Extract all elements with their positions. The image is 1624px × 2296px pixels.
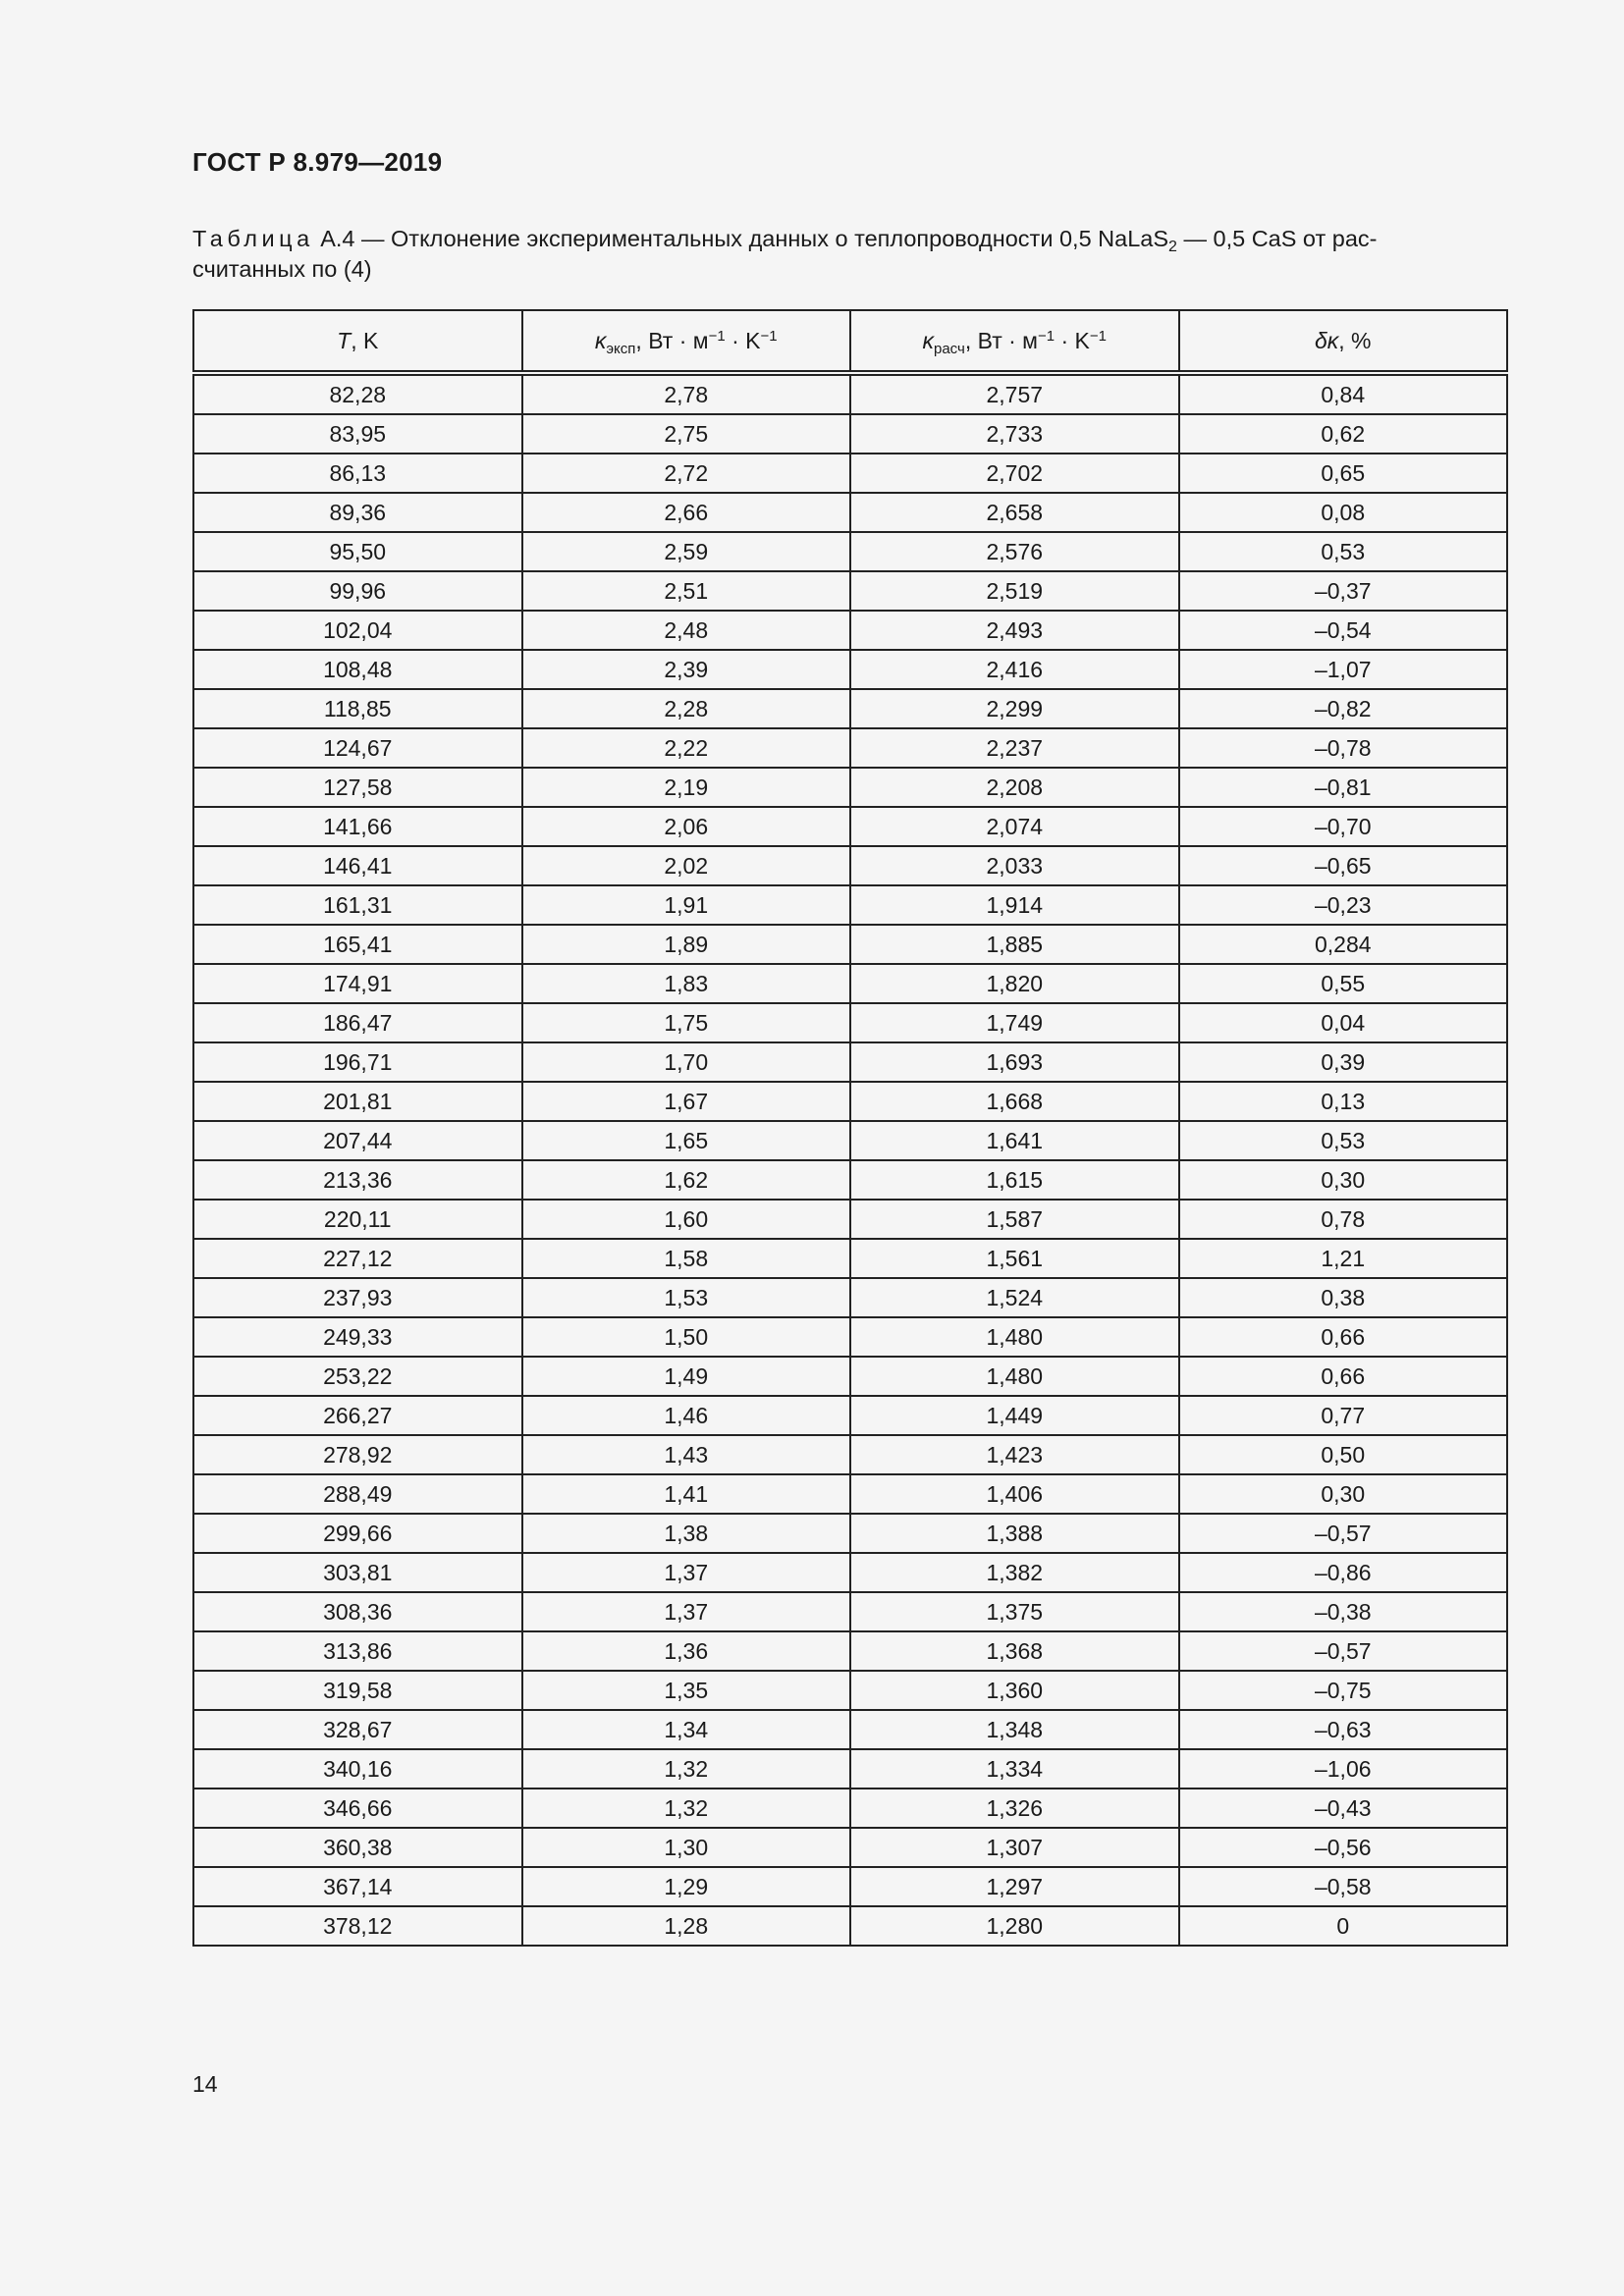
cell-kappa-exp: 1,30: [522, 1828, 851, 1867]
cell-temperature: 108,48: [193, 650, 522, 689]
table-row: [193, 1592, 1507, 1631]
cell-temperature: 328,67: [193, 1710, 522, 1749]
header-deviation: δκ, %: [1179, 310, 1508, 373]
cell-kappa-exp: 2,75: [522, 414, 851, 454]
table-row: [193, 1435, 1507, 1474]
cell-kappa-calc: 1,307: [850, 1828, 1179, 1867]
cell-temperature: 207,44: [193, 1121, 522, 1160]
table-row: [193, 1789, 1507, 1828]
table-row: [193, 1042, 1507, 1082]
cell-temperature: 174,91: [193, 964, 522, 1003]
caption-subscript: 2: [1168, 239, 1177, 255]
cell-kappa-calc: 2,757: [850, 373, 1179, 414]
cell-kappa-calc: 1,326: [850, 1789, 1179, 1828]
table-body: [193, 373, 1507, 1946]
cell-deviation: 0,39: [1179, 1042, 1508, 1082]
cell-kappa-calc: 2,702: [850, 454, 1179, 493]
page-number: 14: [192, 2071, 218, 2097]
cell-kappa-exp: 1,89: [522, 925, 851, 964]
table-row: [193, 768, 1507, 807]
cell-kappa-calc: 1,480: [850, 1357, 1179, 1396]
cell-deviation: –0,75: [1179, 1671, 1508, 1710]
table-row: [193, 1003, 1507, 1042]
cell-kappa-exp: 1,70: [522, 1042, 851, 1082]
cell-kappa-exp: 1,60: [522, 1200, 851, 1239]
cell-deviation: 0,65: [1179, 454, 1508, 493]
cell-kappa-calc: 2,299: [850, 689, 1179, 728]
cell-kappa-calc: 1,524: [850, 1278, 1179, 1317]
cell-temperature: 118,85: [193, 689, 522, 728]
table-row: [193, 1160, 1507, 1200]
cell-kappa-exp: 1,58: [522, 1239, 851, 1278]
cell-temperature: 288,49: [193, 1474, 522, 1514]
cell-deviation: –0,65: [1179, 846, 1508, 885]
cell-kappa-exp: 2,72: [522, 454, 851, 493]
cell-deviation: –0,70: [1179, 807, 1508, 846]
table-row: [193, 885, 1507, 925]
cell-deviation: –1,06: [1179, 1749, 1508, 1789]
cell-kappa-calc: 1,820: [850, 964, 1179, 1003]
table-row: [193, 1710, 1507, 1749]
cell-deviation: –0,23: [1179, 885, 1508, 925]
table-row: [193, 964, 1507, 1003]
cell-kappa-exp: 1,28: [522, 1906, 851, 1946]
table-caption: [192, 224, 1508, 285]
cell-kappa-calc: 1,615: [850, 1160, 1179, 1200]
cell-temperature: 95,50: [193, 532, 522, 571]
cell-deviation: –0,38: [1179, 1592, 1508, 1631]
caption-number: А.4: [320, 226, 355, 251]
cell-kappa-calc: 1,423: [850, 1435, 1179, 1474]
cell-kappa-calc: 2,033: [850, 846, 1179, 885]
cell-deviation: 0,38: [1179, 1278, 1508, 1317]
table-row: [193, 1906, 1507, 1946]
cell-kappa-exp: 1,36: [522, 1631, 851, 1671]
header-kappa-exp: $\kappa_{эксп}$, Вт · $м^{-1} \cdot K^{-1}$: [522, 310, 851, 373]
table-row: [193, 1671, 1507, 1710]
table-row: [193, 611, 1507, 650]
cell-deviation: –0,43: [1179, 1789, 1508, 1828]
cell-kappa-calc: 1,280: [850, 1906, 1179, 1946]
cell-kappa-exp: 2,19: [522, 768, 851, 807]
table-row: [193, 1121, 1507, 1160]
cell-kappa-calc: 1,334: [850, 1749, 1179, 1789]
table-row: [193, 1631, 1507, 1671]
table-row: [193, 1553, 1507, 1592]
cell-kappa-exp: 2,28: [522, 689, 851, 728]
cell-kappa-calc: 1,587: [850, 1200, 1179, 1239]
cell-kappa-calc: 1,641: [850, 1121, 1179, 1160]
cell-kappa-calc: 2,074: [850, 807, 1179, 846]
table-row: [193, 1278, 1507, 1317]
cell-temperature: 346,66: [193, 1789, 522, 1828]
cell-kappa-calc: 2,519: [850, 571, 1179, 611]
cell-kappa-exp: 1,67: [522, 1082, 851, 1121]
cell-kappa-exp: 2,66: [522, 493, 851, 532]
cell-kappa-exp: 1,53: [522, 1278, 851, 1317]
cell-temperature: 266,27: [193, 1396, 522, 1435]
cell-temperature: 360,38: [193, 1828, 522, 1867]
table-row: [193, 493, 1507, 532]
cell-kappa-exp: 1,38: [522, 1514, 851, 1553]
cell-kappa-calc: 2,493: [850, 611, 1179, 650]
cell-kappa-calc: 1,368: [850, 1631, 1179, 1671]
cell-temperature: 299,66: [193, 1514, 522, 1553]
cell-kappa-exp: 1,35: [522, 1671, 851, 1710]
cell-deviation: 0,53: [1179, 1121, 1508, 1160]
table-header-row: [193, 310, 1507, 373]
cell-kappa-exp: 1,46: [522, 1396, 851, 1435]
cell-temperature: 83,95: [193, 414, 522, 454]
cell-kappa-exp: 2,59: [522, 532, 851, 571]
table-row: [193, 1082, 1507, 1121]
cell-kappa-exp: 2,06: [522, 807, 851, 846]
cell-kappa-calc: 1,885: [850, 925, 1179, 964]
document-title: ГОСТ Р 8.979—2019: [192, 147, 443, 177]
cell-kappa-calc: 2,658: [850, 493, 1179, 532]
cell-temperature: 378,12: [193, 1906, 522, 1946]
table-row: [193, 454, 1507, 493]
cell-kappa-calc: 1,561: [850, 1239, 1179, 1278]
cell-deviation: 0,30: [1179, 1160, 1508, 1200]
cell-temperature: 319,58: [193, 1671, 522, 1710]
cell-kappa-exp: 1,29: [522, 1867, 851, 1906]
cell-kappa-exp: 1,83: [522, 964, 851, 1003]
cell-deviation: 0,62: [1179, 414, 1508, 454]
cell-kappa-calc: 1,388: [850, 1514, 1179, 1553]
cell-temperature: 308,36: [193, 1592, 522, 1631]
header-temperature: T, K: [193, 310, 522, 373]
cell-temperature: 82,28: [193, 373, 522, 414]
cell-temperature: 89,36: [193, 493, 522, 532]
cell-kappa-exp: 1,62: [522, 1160, 851, 1200]
cell-deviation: 0,04: [1179, 1003, 1508, 1042]
cell-kappa-calc: 2,237: [850, 728, 1179, 768]
cell-temperature: 124,67: [193, 728, 522, 768]
cell-kappa-calc: 1,360: [850, 1671, 1179, 1710]
cell-kappa-exp: 2,51: [522, 571, 851, 611]
table-row: [193, 1749, 1507, 1789]
cell-kappa-calc: 1,375: [850, 1592, 1179, 1631]
cell-deviation: 0,55: [1179, 964, 1508, 1003]
caption-text: — Отклонение экспериментальных данных о теплопроводности 0,5 NaLaS: [354, 226, 1169, 251]
table-row: [193, 1867, 1507, 1906]
table-row: [193, 1239, 1507, 1278]
cell-temperature: 99,96: [193, 571, 522, 611]
cell-kappa-exp: 1,32: [522, 1789, 851, 1828]
cell-temperature: 237,93: [193, 1278, 522, 1317]
cell-deviation: 0: [1179, 1906, 1508, 1946]
cell-temperature: 146,41: [193, 846, 522, 885]
cell-deviation: –0,37: [1179, 571, 1508, 611]
cell-kappa-exp: 1,34: [522, 1710, 851, 1749]
cell-deviation: 1,21: [1179, 1239, 1508, 1278]
table-row: [193, 846, 1507, 885]
cell-kappa-exp: 1,65: [522, 1121, 851, 1160]
table-row: [193, 1828, 1507, 1867]
cell-deviation: –0,57: [1179, 1631, 1508, 1671]
cell-deviation: 0,284: [1179, 925, 1508, 964]
cell-kappa-exp: 1,49: [522, 1357, 851, 1396]
cell-deviation: –0,78: [1179, 728, 1508, 768]
cell-kappa-calc: 1,406: [850, 1474, 1179, 1514]
cell-temperature: 161,31: [193, 885, 522, 925]
cell-temperature: 367,14: [193, 1867, 522, 1906]
cell-kappa-calc: 2,416: [850, 650, 1179, 689]
table-row: [193, 532, 1507, 571]
cell-deviation: 0,66: [1179, 1357, 1508, 1396]
table-row: [193, 571, 1507, 611]
cell-deviation: 0,30: [1179, 1474, 1508, 1514]
caption-text-after: — 0,5 CaS от рас-: [1176, 226, 1378, 251]
cell-temperature: 220,11: [193, 1200, 522, 1239]
cell-deviation: 0,66: [1179, 1317, 1508, 1357]
table-row: [193, 728, 1507, 768]
cell-deviation: 0,53: [1179, 532, 1508, 571]
table-row: [193, 1396, 1507, 1435]
cell-deviation: –0,63: [1179, 1710, 1508, 1749]
cell-kappa-calc: 1,480: [850, 1317, 1179, 1357]
cell-kappa-calc: 1,297: [850, 1867, 1179, 1906]
cell-kappa-calc: 1,693: [850, 1042, 1179, 1082]
cell-deviation: 0,84: [1179, 373, 1508, 414]
table-row: [193, 373, 1507, 414]
data-table: [192, 309, 1508, 1947]
table-row: [193, 807, 1507, 846]
cell-kappa-exp: 1,50: [522, 1317, 851, 1357]
cell-kappa-calc: 1,382: [850, 1553, 1179, 1592]
cell-kappa-calc: 1,914: [850, 885, 1179, 925]
cell-kappa-calc: 1,668: [850, 1082, 1179, 1121]
cell-temperature: 278,92: [193, 1435, 522, 1474]
cell-temperature: 227,12: [193, 1239, 522, 1278]
cell-kappa-exp: 2,02: [522, 846, 851, 885]
cell-temperature: 313,86: [193, 1631, 522, 1671]
cell-deviation: 0,13: [1179, 1082, 1508, 1121]
table-row: [193, 1514, 1507, 1553]
cell-kappa-calc: 1,348: [850, 1710, 1179, 1749]
cell-kappa-calc: 1,749: [850, 1003, 1179, 1042]
cell-kappa-exp: 2,78: [522, 373, 851, 414]
cell-temperature: 196,71: [193, 1042, 522, 1082]
cell-temperature: 86,13: [193, 454, 522, 493]
cell-kappa-exp: 1,32: [522, 1749, 851, 1789]
cell-deviation: –0,54: [1179, 611, 1508, 650]
cell-temperature: 186,47: [193, 1003, 522, 1042]
caption-line-2: считанных по (4): [192, 256, 372, 282]
cell-kappa-exp: 2,22: [522, 728, 851, 768]
cell-deviation: –0,81: [1179, 768, 1508, 807]
cell-temperature: 201,81: [193, 1082, 522, 1121]
cell-temperature: 102,04: [193, 611, 522, 650]
table-row: [193, 1317, 1507, 1357]
cell-kappa-exp: 1,37: [522, 1592, 851, 1631]
table-row: [193, 1474, 1507, 1514]
cell-temperature: 165,41: [193, 925, 522, 964]
cell-deviation: –0,57: [1179, 1514, 1508, 1553]
cell-deviation: 0,78: [1179, 1200, 1508, 1239]
cell-deviation: –1,07: [1179, 650, 1508, 689]
table-row: [193, 689, 1507, 728]
table-row: [193, 1357, 1507, 1396]
cell-kappa-exp: 1,75: [522, 1003, 851, 1042]
table-row: [193, 1200, 1507, 1239]
cell-temperature: 141,66: [193, 807, 522, 846]
cell-kappa-exp: 2,48: [522, 611, 851, 650]
cell-deviation: –0,56: [1179, 1828, 1508, 1867]
cell-deviation: 0,08: [1179, 493, 1508, 532]
table-row: [193, 650, 1507, 689]
cell-temperature: 253,22: [193, 1357, 522, 1396]
cell-kappa-exp: 1,37: [522, 1553, 851, 1592]
cell-kappa-exp: 1,41: [522, 1474, 851, 1514]
cell-kappa-calc: 2,576: [850, 532, 1179, 571]
cell-kappa-exp: 2,39: [522, 650, 851, 689]
cell-deviation: 0,77: [1179, 1396, 1508, 1435]
cell-deviation: –0,58: [1179, 1867, 1508, 1906]
cell-kappa-calc: 2,208: [850, 768, 1179, 807]
cell-kappa-exp: 1,91: [522, 885, 851, 925]
table-row: [193, 925, 1507, 964]
cell-kappa-calc: 1,449: [850, 1396, 1179, 1435]
cell-deviation: –0,82: [1179, 689, 1508, 728]
cell-kappa-calc: 2,733: [850, 414, 1179, 454]
cell-temperature: 127,58: [193, 768, 522, 807]
caption-label: Таблица: [192, 226, 314, 251]
cell-temperature: 213,36: [193, 1160, 522, 1200]
cell-temperature: 303,81: [193, 1553, 522, 1592]
table-row: [193, 414, 1507, 454]
cell-deviation: –0,86: [1179, 1553, 1508, 1592]
cell-deviation: 0,50: [1179, 1435, 1508, 1474]
cell-temperature: 340,16: [193, 1749, 522, 1789]
cell-kappa-exp: 1,43: [522, 1435, 851, 1474]
header-kappa-calc: $\kappa_{расч}$, Вт · $м^{-1} \cdot K^{-1}$: [850, 310, 1179, 373]
cell-temperature: 249,33: [193, 1317, 522, 1357]
